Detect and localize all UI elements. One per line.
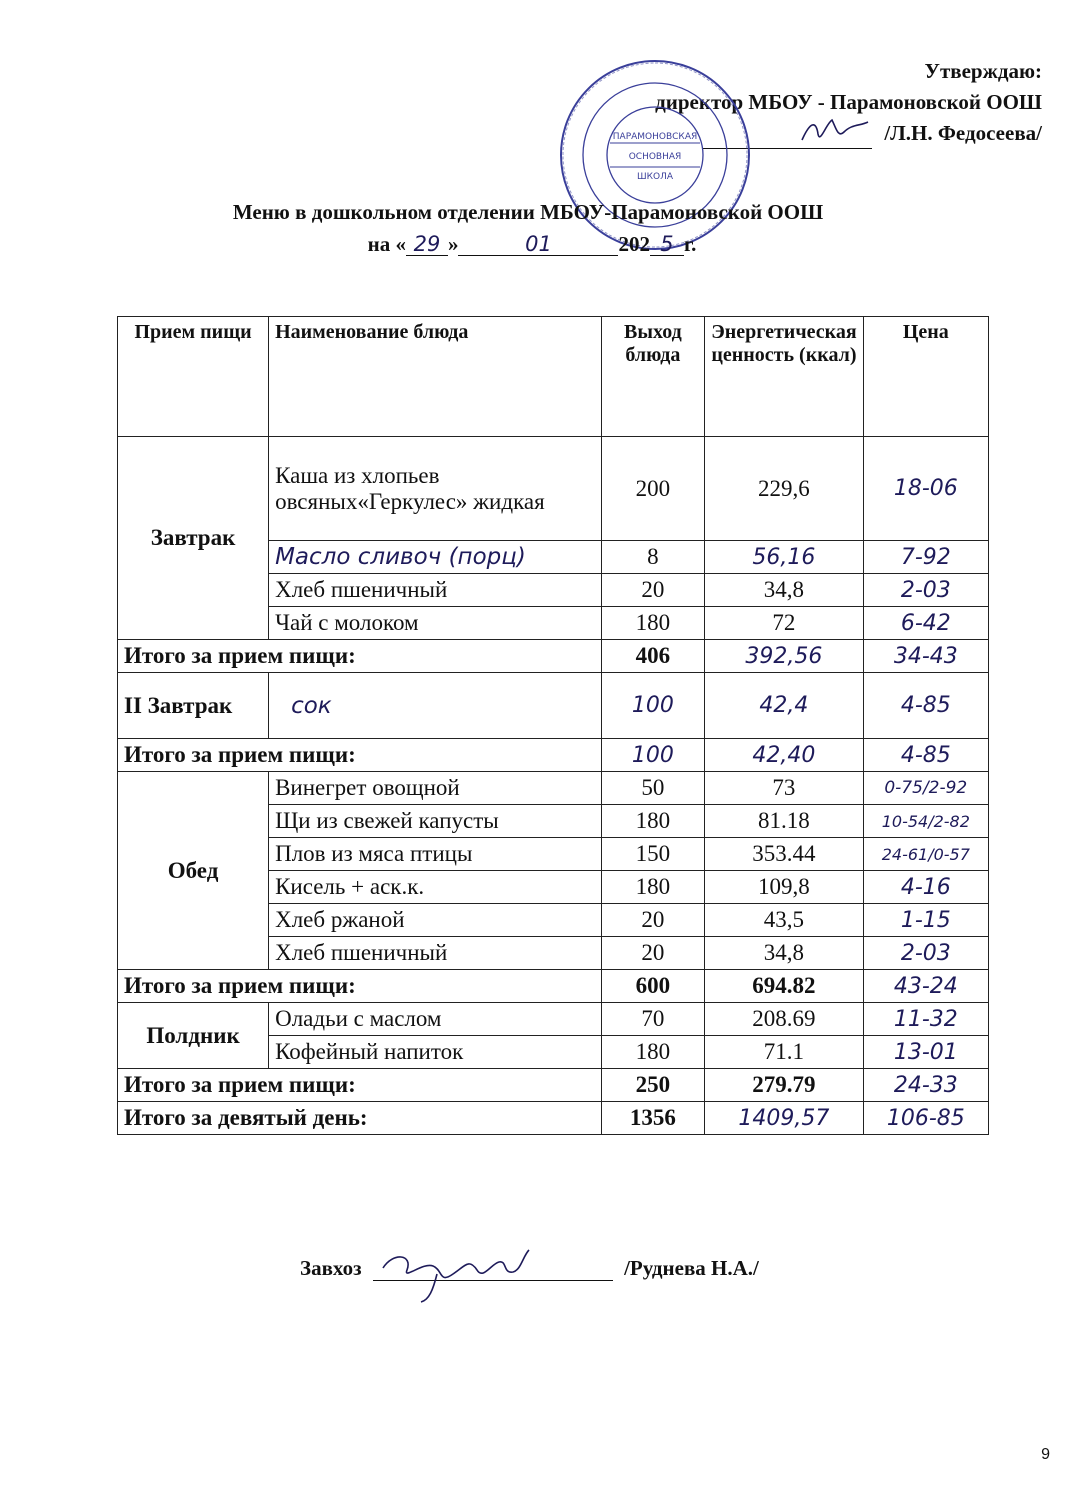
total-price: 34-43 (863, 640, 988, 673)
dish-yield: 20 (601, 574, 705, 607)
date-prefix: на « (367, 232, 406, 256)
total-price: 4-85 (863, 739, 988, 772)
dish-yield: 180 (601, 805, 705, 838)
dish-price: 2-03 (863, 937, 988, 970)
footer-signature (300, 1256, 759, 1281)
approval-name: /Л.Н. Федосеева/ (884, 121, 1042, 145)
date-month: 01 (458, 233, 618, 256)
total-row (118, 640, 989, 673)
dish-price: 0-75/2-92 (863, 772, 988, 805)
footer-name: /Руднева Н.А./ (624, 1256, 759, 1280)
dish-yield: 20 (601, 904, 705, 937)
header-meal: Прием пищи (118, 317, 269, 437)
dish-name: Хлеб пшеничный (269, 574, 602, 607)
dish-kcal: 353.44 (705, 838, 863, 871)
dish-kcal: 81.18 (705, 805, 863, 838)
day-total-kcal: 1409,57 (705, 1102, 863, 1135)
day-total-yield: 1356 (601, 1102, 705, 1135)
dish-kcal: 34,8 (705, 937, 863, 970)
dish-yield: 70 (601, 1003, 705, 1036)
dish-yield: 50 (601, 772, 705, 805)
dish-kcal: 73 (705, 772, 863, 805)
dish-name: Масло сливоч (порц) (269, 541, 602, 574)
dish-kcal: 109,8 (705, 871, 863, 904)
dish-price: 10-54/2-82 (863, 805, 988, 838)
dish-yield: 180 (601, 871, 705, 904)
dish-price: 2-03 (863, 574, 988, 607)
dish-name: Плов из мяса птицы (269, 838, 602, 871)
dish-yield: 100 (601, 673, 705, 739)
dish-price: 1-15 (863, 904, 988, 937)
date-year-prefix: 202 (618, 232, 650, 256)
dish-name: Чай с молоком (269, 607, 602, 640)
dish-kcal: 229,6 (705, 437, 863, 541)
total-label: Итого за прием пищи: (118, 970, 602, 1003)
menu-date-line (0, 232, 1072, 257)
total-kcal: 392,56 (705, 640, 863, 673)
supply-manager-signature-scribble-icon (373, 1244, 613, 1304)
total-row (118, 1069, 989, 1102)
dish-yield: 180 (601, 1036, 705, 1069)
header-price: Цена (863, 317, 988, 437)
meal-lunch: Обед (118, 772, 269, 970)
meal-breakfast: Завтрак (118, 437, 269, 640)
approval-label: Утверждаю: (924, 59, 1042, 83)
dish-name: Хлеб пшеничный (269, 937, 602, 970)
svg-text:ОСНОВНАЯ: ОСНОВНАЯ (628, 152, 682, 162)
menu-title: Меню в дошкольном отделении МБОУ-Парамоновской ООШ (232, 200, 824, 224)
total-yield: 406 (601, 640, 705, 673)
total-row (118, 970, 989, 1003)
dish-kcal: 72 (705, 607, 863, 640)
total-yield: 100 (601, 739, 705, 772)
total-yield: 600 (601, 970, 705, 1003)
dish-price: 11-32 (863, 1003, 988, 1036)
day-total-price: 106-85 (863, 1102, 988, 1135)
table-row (118, 1003, 989, 1036)
dish-price: 24-61/0-57 (863, 838, 988, 871)
svg-text:ПАРАМОНОВСКАЯ: ПАРАМОНОВСКАЯ (612, 132, 698, 142)
dish-name: сок (269, 673, 602, 739)
dish-kcal: 208.69 (705, 1003, 863, 1036)
dish-price: 4-85 (863, 673, 988, 739)
dish-yield: 150 (601, 838, 705, 871)
dish-kcal: 34,8 (705, 574, 863, 607)
meal-snack: Полдник (118, 1003, 269, 1069)
dish-price: 7-92 (863, 541, 988, 574)
total-kcal: 694.82 (705, 970, 863, 1003)
dish-name: Оладьи с маслом (269, 1003, 602, 1036)
dish-name: Кофейный напиток (269, 1036, 602, 1069)
table-row (118, 437, 989, 541)
meal-breakfast-2: II Завтрак (118, 673, 269, 739)
date-day: 29 (406, 233, 448, 256)
page-number: 9 (1041, 1446, 1050, 1463)
date-suffix: г. (683, 232, 697, 256)
day-total-row (118, 1102, 989, 1135)
total-label: Итого за прием пищи: (118, 739, 602, 772)
total-kcal: 279.79 (705, 1069, 863, 1102)
total-price: 43-24 (863, 970, 988, 1003)
supply-manager-signature (373, 1258, 613, 1281)
table-row (118, 673, 989, 739)
dish-kcal: 43,5 (705, 904, 863, 937)
total-label: Итого за прием пищи: (118, 1069, 602, 1102)
dish-kcal: 56,16 (705, 541, 863, 574)
total-kcal: 42,40 (705, 739, 863, 772)
dish-yield: 200 (601, 437, 705, 541)
day-total-label: Итого за девятый день: (118, 1102, 602, 1135)
dish-name: Хлеб ржаной (269, 904, 602, 937)
dish-yield: 8 (601, 541, 705, 574)
dish-kcal: 71.1 (705, 1036, 863, 1069)
dish-name: Щи из свежей капусты (269, 805, 602, 838)
header-kcal: Энергетическая ценность (ккал) (705, 317, 863, 437)
table-header-row (118, 317, 989, 437)
dish-name: Каша из хлопьев овсяных«Геркулес» жидкая (269, 437, 602, 541)
header-dish: Наименование блюда (269, 317, 602, 437)
approval-position: директор МБОУ - Парамоновской ООШ (655, 90, 1042, 114)
footer-role: Завхоз (300, 1256, 362, 1280)
dish-price: 13-01 (863, 1036, 988, 1069)
dish-name: Кисель + аск.к. (269, 871, 602, 904)
date-mid: » (447, 232, 459, 256)
date-year-digit: 5 (650, 233, 684, 256)
table-row (118, 772, 989, 805)
header-yield: Выход блюда (601, 317, 705, 437)
total-label: Итого за прием пищи: (118, 640, 602, 673)
dish-price: 18-06 (863, 437, 988, 541)
total-price: 24-33 (863, 1069, 988, 1102)
dish-yield: 180 (601, 607, 705, 640)
menu-table (117, 316, 989, 1135)
dish-name: Винегрет овощной (269, 772, 602, 805)
svg-text:ШКОЛА: ШКОЛА (636, 172, 674, 182)
dish-price: 6-42 (863, 607, 988, 640)
total-row (118, 739, 989, 772)
dish-kcal: 42,4 (705, 673, 863, 739)
dish-price: 4-16 (863, 871, 988, 904)
total-yield: 250 (601, 1069, 705, 1102)
school-stamp (555, 55, 755, 255)
dish-yield: 20 (601, 937, 705, 970)
